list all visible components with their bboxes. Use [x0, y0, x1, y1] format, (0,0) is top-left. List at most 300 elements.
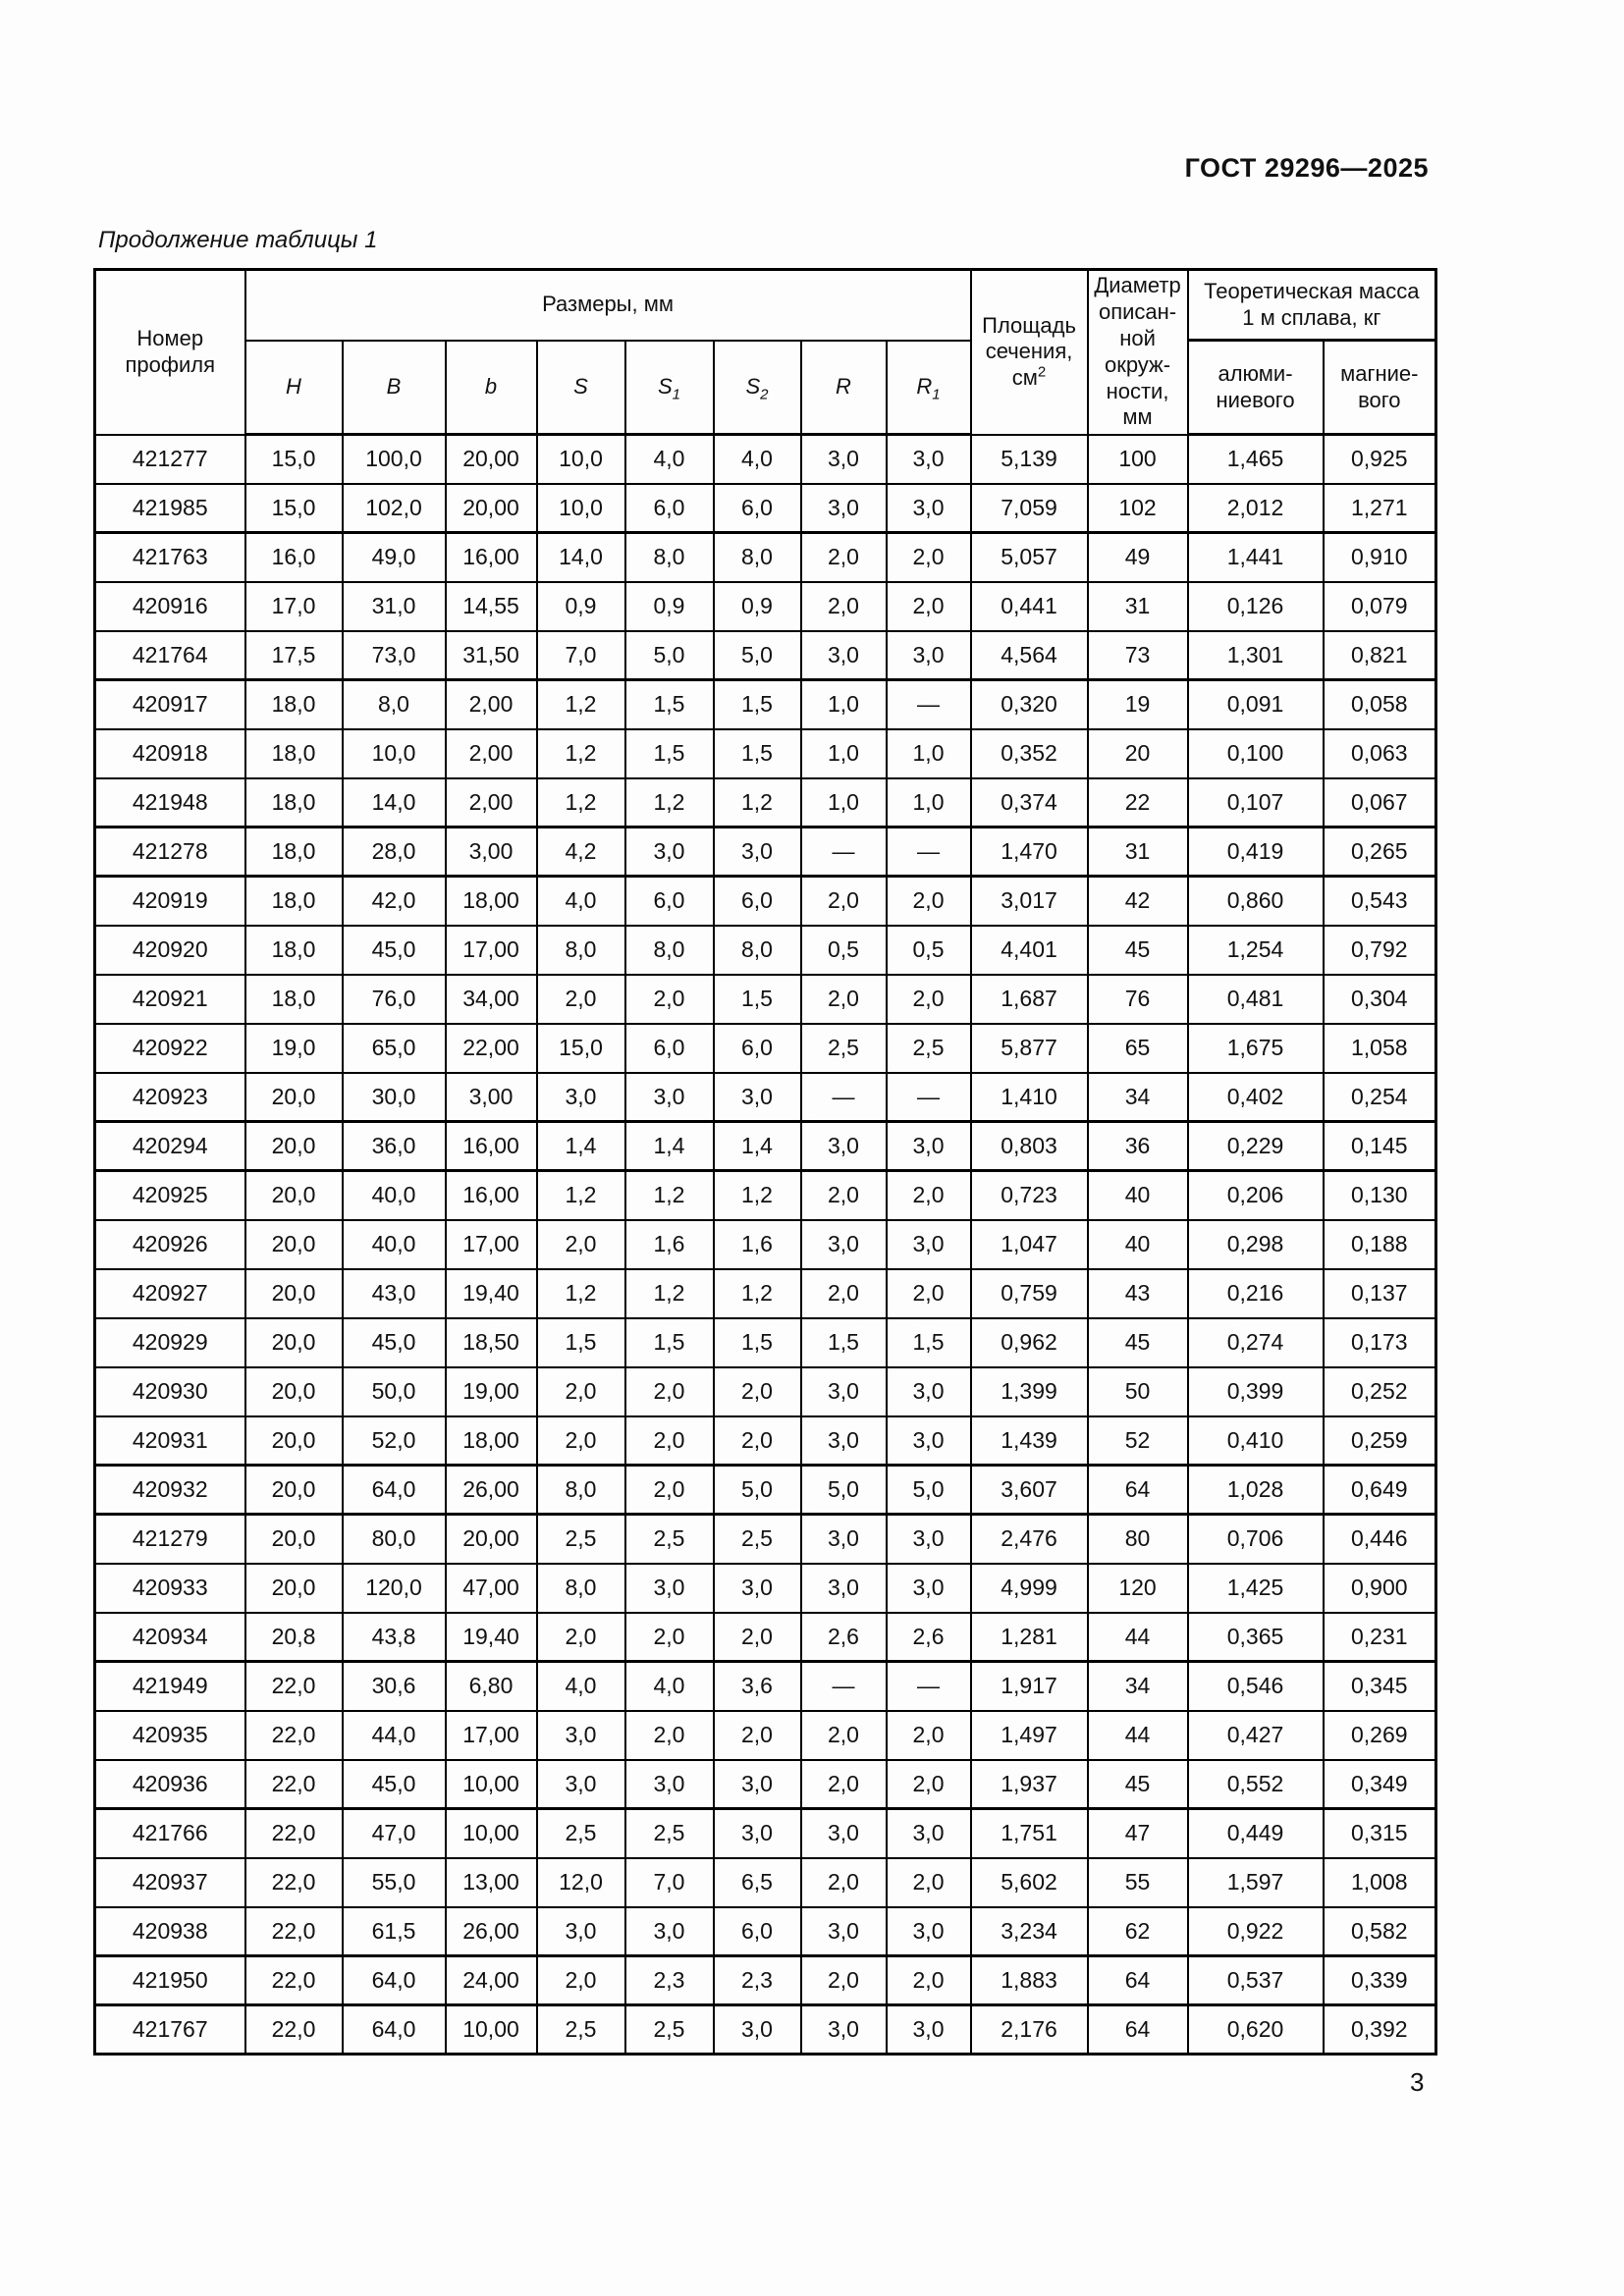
table-cell: 22,0	[245, 1907, 343, 1956]
table-cell: 16,00	[446, 1171, 537, 1220]
table-cell: 3,0	[887, 631, 971, 680]
table-cell: 0,269	[1324, 1711, 1436, 1760]
table-cell: 421279	[95, 1515, 245, 1564]
table-cell: 1,5	[801, 1318, 887, 1367]
table-cell: 1,4	[625, 1122, 714, 1171]
table-cell: 45,0	[343, 1318, 446, 1367]
table-cell: 5,0	[887, 1466, 971, 1515]
table-cell: 34,00	[446, 975, 537, 1024]
table-row	[95, 1122, 1436, 1171]
table-cell: 2,5	[537, 2005, 625, 2055]
table-cell: 45	[1088, 1760, 1188, 1809]
table-row	[95, 680, 1436, 729]
table-cell: 22	[1088, 778, 1188, 828]
table-cell: 49,0	[343, 533, 446, 582]
table-cell: 421949	[95, 1662, 245, 1711]
table-cell: 34	[1088, 1073, 1188, 1122]
table-cell: 0,339	[1324, 1956, 1436, 2005]
table-cell: 1,6	[714, 1220, 801, 1269]
table-cell: 1,5	[714, 975, 801, 1024]
table-cell: 0,274	[1188, 1318, 1324, 1367]
table-row	[95, 1564, 1436, 1613]
table-cell: 5,0	[801, 1466, 887, 1515]
table-cell: 6,0	[714, 1907, 801, 1956]
table-cell: 20,0	[245, 1220, 343, 1269]
table-cell: 1,2	[714, 1171, 801, 1220]
table-cell: 6,0	[714, 877, 801, 926]
table-cell: —	[887, 1073, 971, 1122]
table-cell: 20,0	[245, 1073, 343, 1122]
table-cell: 76,0	[343, 975, 446, 1024]
table-cell: 55	[1088, 1858, 1188, 1907]
table-cell: 42	[1088, 877, 1188, 926]
table-cell: 0,402	[1188, 1073, 1324, 1122]
table-cell: 420926	[95, 1220, 245, 1269]
table-row	[95, 1662, 1436, 1711]
table-cell: 5,139	[971, 435, 1088, 484]
table-cell: 10,00	[446, 1760, 537, 1809]
table-cell: 1,2	[625, 1171, 714, 1220]
table-cell: 18,00	[446, 877, 537, 926]
table-cell: 2,5	[537, 1515, 625, 1564]
table-cell: 0,254	[1324, 1073, 1436, 1122]
table-cell: 2,0	[887, 533, 971, 582]
table-cell: 1,028	[1188, 1466, 1324, 1515]
table-cell: 7,0	[537, 631, 625, 680]
header-mass-aluminium: алюми- ниевого	[1188, 341, 1324, 435]
table-cell: 2,5	[887, 1024, 971, 1073]
table-cell: 1,2	[537, 778, 625, 828]
table-cell: 1,917	[971, 1662, 1088, 1711]
table-cell: 45,0	[343, 926, 446, 975]
table-cell: 19,40	[446, 1269, 537, 1318]
table-cell: 1,439	[971, 1416, 1088, 1466]
table-cell: 3,0	[801, 1220, 887, 1269]
table-cell: 7,059	[971, 484, 1088, 533]
table-cell: 0,925	[1324, 435, 1436, 484]
table-cell: 2,00	[446, 680, 537, 729]
table-cell: 64,0	[343, 1466, 446, 1515]
table-row	[95, 1466, 1436, 1515]
table-cell: 20,0	[245, 1466, 343, 1515]
table-cell: 52	[1088, 1416, 1188, 1466]
header-profile-number: Номер профиля	[95, 270, 245, 435]
table-cell: 2,0	[887, 582, 971, 631]
table-cell: 30,0	[343, 1073, 446, 1122]
table-cell: 3,0	[714, 828, 801, 877]
table-cell: 17,00	[446, 1711, 537, 1760]
header-circumscribed-diameter: Диаметр описан- ной окруж- ности, мм	[1088, 270, 1188, 435]
table-cell: 2,5	[625, 2005, 714, 2055]
table-row	[95, 1907, 1436, 1956]
table-cell: 0,229	[1188, 1122, 1324, 1171]
table-cell: 1,441	[1188, 533, 1324, 582]
table-cell: 5,877	[971, 1024, 1088, 1073]
table-cell: 420917	[95, 680, 245, 729]
table-cell: 2,5	[714, 1515, 801, 1564]
table-cell: 14,0	[537, 533, 625, 582]
table-cell: 420922	[95, 1024, 245, 1073]
table-cell: 1,0	[801, 778, 887, 828]
table-cell: 1,883	[971, 1956, 1088, 2005]
table-cell: 0,320	[971, 680, 1088, 729]
table-cell: 421277	[95, 435, 245, 484]
table-cell: 14,0	[343, 778, 446, 828]
table-cell: 2,6	[887, 1613, 971, 1662]
table-cell: 2,5	[625, 1809, 714, 1858]
table-cell: 2,0	[887, 1858, 971, 1907]
table-cell: 421948	[95, 778, 245, 828]
table-cell: 3,0	[887, 1564, 971, 1613]
table-cell: 2,0	[801, 1760, 887, 1809]
standard-reference: ГОСТ 29296—2025	[1184, 153, 1429, 183]
table-cell: 64	[1088, 1466, 1188, 1515]
table-cell: 3,0	[887, 1907, 971, 1956]
table-row	[95, 1711, 1436, 1760]
table-cell: 120,0	[343, 1564, 446, 1613]
table-cell: 0,304	[1324, 975, 1436, 1024]
table-cell: 420930	[95, 1367, 245, 1416]
table-cell: 76	[1088, 975, 1188, 1024]
table-cell: 8,0	[625, 926, 714, 975]
table-cell: 47,00	[446, 1564, 537, 1613]
table-cell: 0,399	[1188, 1367, 1324, 1416]
table-row	[95, 778, 1436, 828]
table-cell: 420919	[95, 877, 245, 926]
table-cell: 2,0	[801, 582, 887, 631]
table-cell: 65	[1088, 1024, 1188, 1073]
table-cell: 36,0	[343, 1122, 446, 1171]
table-cell: 2,0	[714, 1416, 801, 1466]
table-cell: 420932	[95, 1466, 245, 1515]
table-cell: 6,80	[446, 1662, 537, 1711]
table-cell: 3,0	[537, 1073, 625, 1122]
table-cell: 0,265	[1324, 828, 1436, 877]
table-cell: 43	[1088, 1269, 1188, 1318]
table-cell: 120	[1088, 1564, 1188, 1613]
header-dim-R: R	[801, 341, 887, 435]
table-cell: 2,476	[971, 1515, 1088, 1564]
table-cell: 2,0	[801, 533, 887, 582]
table-cell: 2,0	[625, 1613, 714, 1662]
table-cell: 0,419	[1188, 828, 1324, 877]
table-cell: 3,0	[887, 1515, 971, 1564]
table-cell: 18,00	[446, 1416, 537, 1466]
table-cell: 1,0	[887, 778, 971, 828]
table-cell: 1,058	[1324, 1024, 1436, 1073]
table-cell: 0,900	[1324, 1564, 1436, 1613]
table-cell: 3,0	[625, 1760, 714, 1809]
table-cell: 20,00	[446, 435, 537, 484]
table-cell: 62	[1088, 1907, 1188, 1956]
table-cell: 18,0	[245, 778, 343, 828]
table-row	[95, 975, 1436, 1024]
table-cell: 17,5	[245, 631, 343, 680]
table-row	[95, 1858, 1436, 1907]
table-cell: 420933	[95, 1564, 245, 1613]
table-cell: 420936	[95, 1760, 245, 1809]
table-cell: 0,352	[971, 729, 1088, 778]
table-cell: 0,910	[1324, 533, 1436, 582]
table-row	[95, 1760, 1436, 1809]
table-cell: 421985	[95, 484, 245, 533]
table-cell: —	[801, 828, 887, 877]
table-cell: 3,0	[714, 1760, 801, 1809]
table-cell: 40,0	[343, 1220, 446, 1269]
table-cell: 420934	[95, 1613, 245, 1662]
table-row	[95, 1269, 1436, 1318]
table-cell: 421278	[95, 828, 245, 877]
table-cell: 18,0	[245, 729, 343, 778]
table-cell: 40	[1088, 1171, 1188, 1220]
table-cell: 0,231	[1324, 1613, 1436, 1662]
table-cell: 44	[1088, 1711, 1188, 1760]
table-cell: 55,0	[343, 1858, 446, 1907]
table-cell: 3,0	[887, 1416, 971, 1466]
table-cell: 1,2	[714, 778, 801, 828]
table-cell: 16,00	[446, 1122, 537, 1171]
table-cell: 22,0	[245, 1858, 343, 1907]
table-cell: 19,00	[446, 1367, 537, 1416]
table-row	[95, 435, 1436, 484]
table-cell: 1,497	[971, 1711, 1088, 1760]
table-cell: 0,860	[1188, 877, 1324, 926]
table-cell: 0,067	[1324, 778, 1436, 828]
page-number: 3	[1410, 2067, 1425, 2097]
table-cell: 0,100	[1188, 729, 1324, 778]
table-cell: 0,130	[1324, 1171, 1436, 1220]
table-cell: 0,345	[1324, 1662, 1436, 1711]
header-dim-R1: $R_1$	[887, 341, 971, 435]
table-cell: 22,0	[245, 2005, 343, 2055]
table-cell: 14,55	[446, 582, 537, 631]
table-cell: 2,0	[537, 1220, 625, 1269]
table-caption: Продолжение таблицы 1	[98, 227, 378, 253]
table-cell: 10,00	[446, 1809, 537, 1858]
table-cell: 2,176	[971, 2005, 1088, 2055]
table-cell: 28,0	[343, 828, 446, 877]
table-cell: 100	[1088, 435, 1188, 484]
table-cell: 420916	[95, 582, 245, 631]
table-cell: 421766	[95, 1809, 245, 1858]
table-cell: 420921	[95, 975, 245, 1024]
table-row	[95, 582, 1436, 631]
table-cell: 0,107	[1188, 778, 1324, 828]
table-cell: 22,0	[245, 1662, 343, 1711]
table-cell: 2,012	[1188, 484, 1324, 533]
table-cell: 18,0	[245, 975, 343, 1024]
table-cell: 6,0	[625, 877, 714, 926]
table-cell: 19,0	[245, 1024, 343, 1073]
table-cell: 2,0	[537, 1367, 625, 1416]
table-cell: 30,6	[343, 1662, 446, 1711]
table-cell: 2,0	[801, 1711, 887, 1760]
table-cell: 18,0	[245, 926, 343, 975]
table-cell: 24,00	[446, 1956, 537, 2005]
table-cell: 3,0	[801, 1367, 887, 1416]
table-cell: 0,392	[1324, 2005, 1436, 2055]
header-dim-B: B	[343, 341, 446, 435]
table-cell: 0,537	[1188, 1956, 1324, 2005]
table-cell: 22,0	[245, 1809, 343, 1858]
table-cell: —	[887, 1662, 971, 1711]
table-cell: 3,0	[625, 828, 714, 877]
table-cell: 421763	[95, 533, 245, 582]
table-cell: 1,2	[625, 778, 714, 828]
table-cell: 2,0	[887, 1171, 971, 1220]
table-row	[95, 1515, 1436, 1564]
table-cell: 0,252	[1324, 1367, 1436, 1416]
table-cell: 0,298	[1188, 1220, 1324, 1269]
table-cell: 15,0	[245, 484, 343, 533]
table-cell: 102	[1088, 484, 1188, 533]
table-cell: 5,0	[625, 631, 714, 680]
table-cell: 3,0	[801, 1564, 887, 1613]
table-cell: 0,410	[1188, 1416, 1324, 1466]
table-cell: 0,5	[801, 926, 887, 975]
table-cell: 10,0	[343, 729, 446, 778]
table-cell: 3,00	[446, 828, 537, 877]
table-cell: 1,2	[537, 1269, 625, 1318]
table-row	[95, 1809, 1436, 1858]
table-cell: 61,5	[343, 1907, 446, 1956]
table-cell: 420938	[95, 1907, 245, 1956]
table-cell: 43,0	[343, 1269, 446, 1318]
table-cell: 1,4	[714, 1122, 801, 1171]
table-cell: 2,0	[625, 1367, 714, 1416]
table-cell: 18,50	[446, 1318, 537, 1367]
table-cell: 2,0	[537, 1416, 625, 1466]
table-cell: 18,0	[245, 680, 343, 729]
table-cell: 0,481	[1188, 975, 1324, 1024]
table-cell: 0,649	[1324, 1466, 1436, 1515]
table-cell: 0,706	[1188, 1515, 1324, 1564]
table-cell: 1,254	[1188, 926, 1324, 975]
table-cell: 26,00	[446, 1466, 537, 1515]
table-cell: 3,0	[801, 484, 887, 533]
table-cell: 20,0	[245, 1416, 343, 1466]
table-row	[95, 1318, 1436, 1367]
table-row	[95, 484, 1436, 533]
table-cell: 2,5	[801, 1024, 887, 1073]
table-cell: 8,0	[714, 926, 801, 975]
table-cell: 3,0	[714, 1073, 801, 1122]
table-cell: 420294	[95, 1122, 245, 1171]
header-dim-b: b	[446, 341, 537, 435]
table-cell: 3,0	[801, 1122, 887, 1171]
table-cell: 43,8	[343, 1613, 446, 1662]
table-cell: 1,008	[1324, 1858, 1436, 1907]
header-mass-magnesium: магние- вого	[1324, 341, 1436, 435]
table-cell: 10,0	[537, 484, 625, 533]
table-cell: 2,6	[801, 1613, 887, 1662]
table-cell: 17,00	[446, 926, 537, 975]
table-cell: 20,0	[245, 1171, 343, 1220]
table-cell: 44	[1088, 1613, 1188, 1662]
table-cell: 0,349	[1324, 1760, 1436, 1809]
table-cell: 4,564	[971, 631, 1088, 680]
table-cell: 22,00	[446, 1024, 537, 1073]
table-cell: 45	[1088, 1318, 1188, 1367]
table-cell: 1,301	[1188, 631, 1324, 680]
table-cell: 10,00	[446, 2005, 537, 2055]
table-cell: 31	[1088, 828, 1188, 877]
header-section-area: Площадь сечения, $см^2$	[971, 270, 1088, 435]
table-cell: 40,0	[343, 1171, 446, 1220]
table-cell: 4,999	[971, 1564, 1088, 1613]
table-cell: 3,0	[887, 1367, 971, 1416]
table-cell: 2,0	[887, 1269, 971, 1318]
table-cell: 1,0	[887, 729, 971, 778]
table-cell: 80	[1088, 1515, 1188, 1564]
table-row	[95, 1024, 1436, 1073]
table-cell: 8,0	[714, 533, 801, 582]
table-cell: 0,922	[1188, 1907, 1324, 1956]
table-row	[95, 877, 1436, 926]
table-cell: 100,0	[343, 435, 446, 484]
table-cell: 3,0	[714, 2005, 801, 2055]
table-cell: 1,751	[971, 1809, 1088, 1858]
table-cell: 34	[1088, 1662, 1188, 1711]
table-cell: 20,0	[245, 1122, 343, 1171]
table-cell: 3,0	[801, 1907, 887, 1956]
table-cell: 0,365	[1188, 1613, 1324, 1662]
table-cell: 73,0	[343, 631, 446, 680]
table-cell: 2,0	[537, 1613, 625, 1662]
table-cell: 3,607	[971, 1466, 1088, 1515]
table-cell: 5,057	[971, 533, 1088, 582]
table-cell: 6,0	[625, 484, 714, 533]
table-cell: 4,401	[971, 926, 1088, 975]
table-cell: 5,602	[971, 1858, 1088, 1907]
table-cell: 0,582	[1324, 1907, 1436, 1956]
table-cell: 1,2	[537, 1171, 625, 1220]
table-cell: 22,0	[245, 1760, 343, 1809]
table-cell: 1,5	[714, 729, 801, 778]
table-cell: 6,0	[625, 1024, 714, 1073]
table-cell: 0,543	[1324, 877, 1436, 926]
table-cell: 2,00	[446, 729, 537, 778]
table-cell: 420937	[95, 1858, 245, 1907]
table-cell: 3,0	[625, 1907, 714, 1956]
table-cell: 0,449	[1188, 1809, 1324, 1858]
table-cell: 3,0	[537, 1760, 625, 1809]
header-dimensions-group: Размеры, мм	[245, 270, 971, 341]
table-cell: 2,0	[801, 1858, 887, 1907]
table-body	[95, 435, 1436, 2055]
table-cell: 3,0	[714, 1564, 801, 1613]
table-cell: 26,00	[446, 1907, 537, 1956]
table-cell: 16,0	[245, 533, 343, 582]
table-cell: 1,5	[625, 729, 714, 778]
table-cell: 8,0	[625, 533, 714, 582]
table-cell: 8,0	[343, 680, 446, 729]
table-cell: 2,3	[714, 1956, 801, 2005]
table-row	[95, 828, 1436, 877]
table-cell: 1,2	[537, 680, 625, 729]
table-cell: 1,597	[1188, 1858, 1324, 1907]
table-cell: 1,675	[1188, 1024, 1324, 1073]
table-cell: 31,0	[343, 582, 446, 631]
table-cell: 13,00	[446, 1858, 537, 1907]
table-cell: 2,0	[801, 1171, 887, 1220]
table-cell: 8,0	[537, 1466, 625, 1515]
table-cell: 0,9	[625, 582, 714, 631]
table-cell: 19	[1088, 680, 1188, 729]
table-cell: 0,145	[1324, 1122, 1436, 1171]
table-cell: 1,5	[625, 680, 714, 729]
table-cell: 18,0	[245, 877, 343, 926]
